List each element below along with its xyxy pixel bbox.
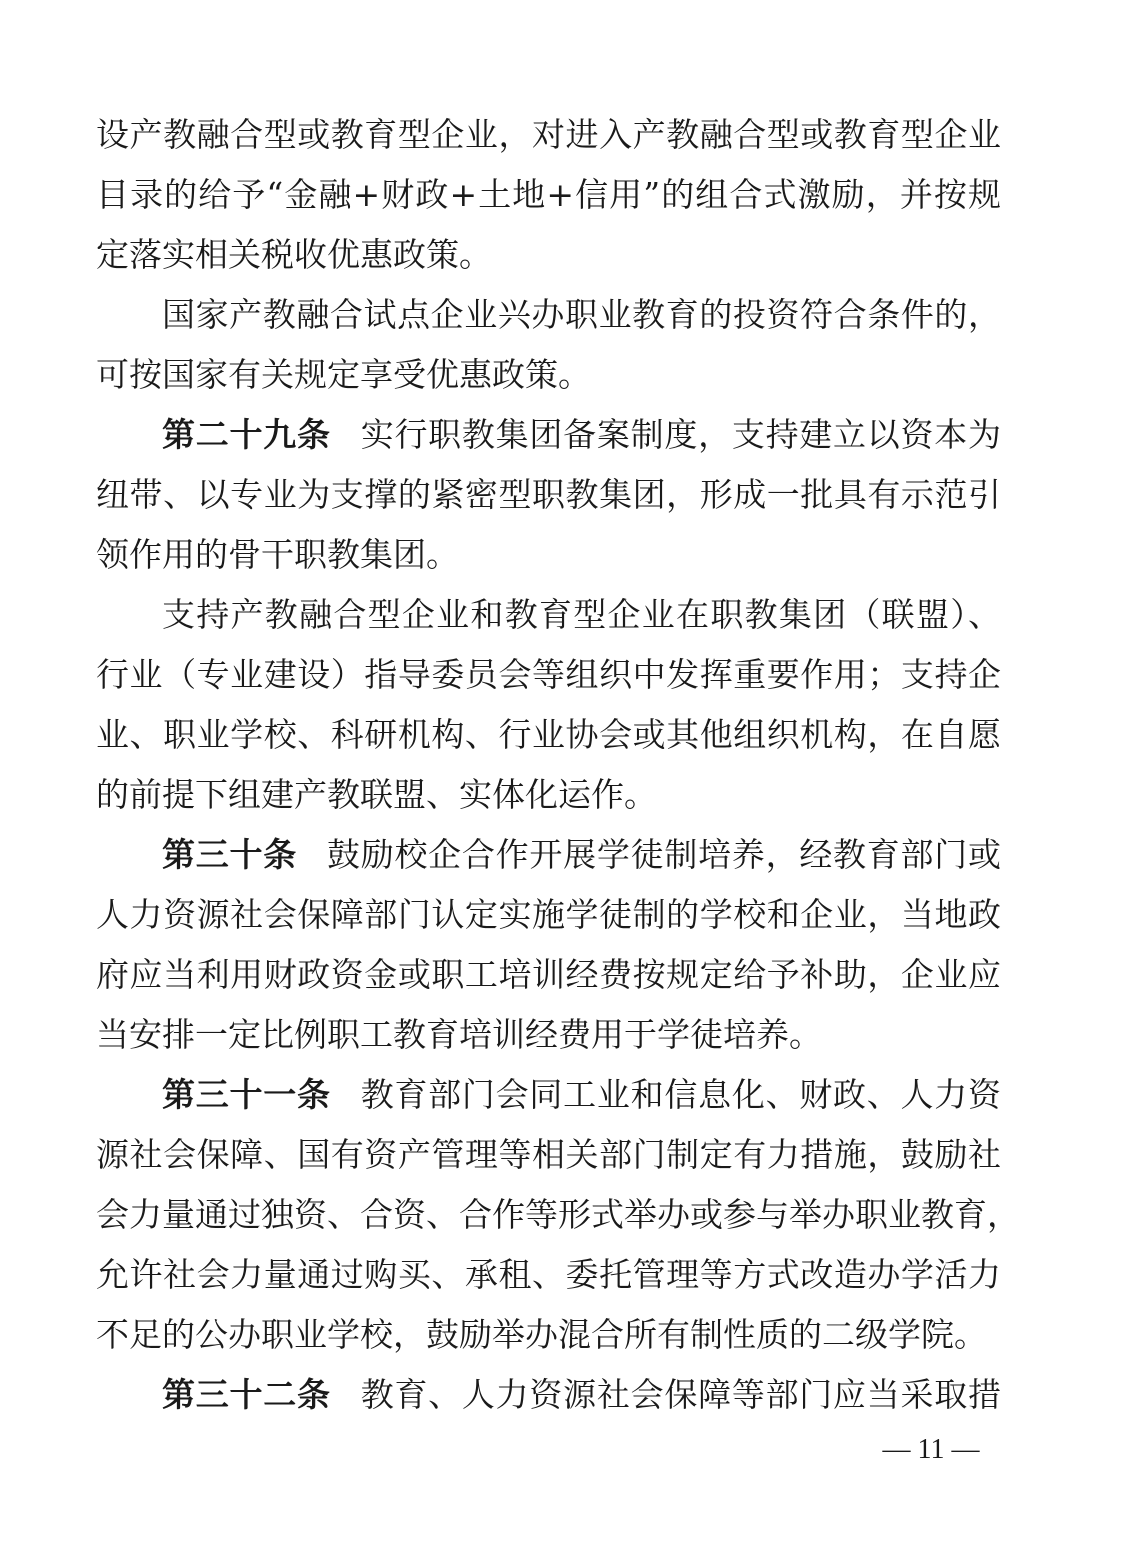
paragraph-1-line-3: 定落实相关税收优惠政策。	[96, 235, 492, 274]
paragraph-2-line-2: 可按国家有关规定享受优惠政策。	[96, 355, 591, 394]
article-30-line-3: 府应当利用财政资金或职工培训经费按规定给予补助，企业应	[96, 955, 1001, 994]
paragraph-4-line-3: 业、职业学校、科研机构、行业协会或其他组织机构，在自愿	[96, 715, 1001, 754]
article-32-heading: 第三十二条	[162, 1375, 331, 1414]
article-32-line-1: 教育、人力资源社会保障等部门应当采取措	[360, 1375, 1002, 1414]
article-29-heading: 第二十九条	[162, 415, 331, 454]
article-29-line-1: 实行职教集团备案制度，支持建立以资本为	[360, 415, 1002, 454]
article-31-line-1: 教育部门会同工业和信息化、财政、人力资	[360, 1075, 1002, 1114]
article-31-first-line	[162, 1075, 1001, 1115]
article-30-first-line	[162, 835, 1001, 875]
paragraph-4-line-4: 的前提下组建产教联盟、实体化运作。	[96, 775, 657, 814]
paragraph-1-line-1: 设产教融合型或教育型企业，对进入产教融合型或教育型企业	[96, 115, 1001, 154]
article-32-first-line	[162, 1375, 1001, 1415]
article-31-line-2: 源社会保障、国有资产管理等相关部门制定有力措施，鼓励社	[96, 1135, 1001, 1174]
page-number: — 11 —	[882, 1434, 980, 1465]
article-29-line-2: 纽带、以专业为支撑的紧密型职教集团，形成一批具有示范引	[96, 475, 1001, 514]
article-31-heading: 第三十一条	[162, 1075, 331, 1114]
article-30-line-4: 当安排一定比例职工教育培训经费用于学徒培养。	[96, 1015, 822, 1054]
paragraph-2-line-1: 国家产教融合试点企业兴办职业教育的投资符合条件的，	[162, 295, 1001, 334]
article-30-line-1: 鼓励校企合作开展学徒制培养，经教育部门或	[326, 835, 1002, 874]
article-29-first-line	[162, 415, 1001, 455]
paragraph-1-line-2: 目录的给予“金融+财政+土地+信用”的组合式激励，并按规	[96, 175, 1001, 214]
paragraph-4-line-2: 行业（专业建设）指导委员会等组织中发挥重要作用；支持企	[96, 655, 1001, 694]
article-31-line-4: 允许社会力量通过购买、承租、委托管理等方式改造办学活力	[96, 1255, 1001, 1294]
article-31-line-3: 会力量通过独资、合资、合作等形式举办或参与举办职业教育，	[96, 1195, 1020, 1234]
article-31-line-5: 不足的公办职业学校，鼓励举办混合所有制性质的二级学院。	[96, 1315, 987, 1354]
article-29-line-3: 领作用的骨干职教集团。	[96, 535, 459, 574]
article-30-line-2: 人力资源社会保障部门认定实施学徒制的学校和企业，当地政	[96, 895, 1001, 934]
article-30-heading: 第三十条	[162, 835, 297, 874]
paragraph-4-line-1: 支持产教融合型企业和教育型企业在职教集团（联盟）、	[162, 595, 1001, 634]
